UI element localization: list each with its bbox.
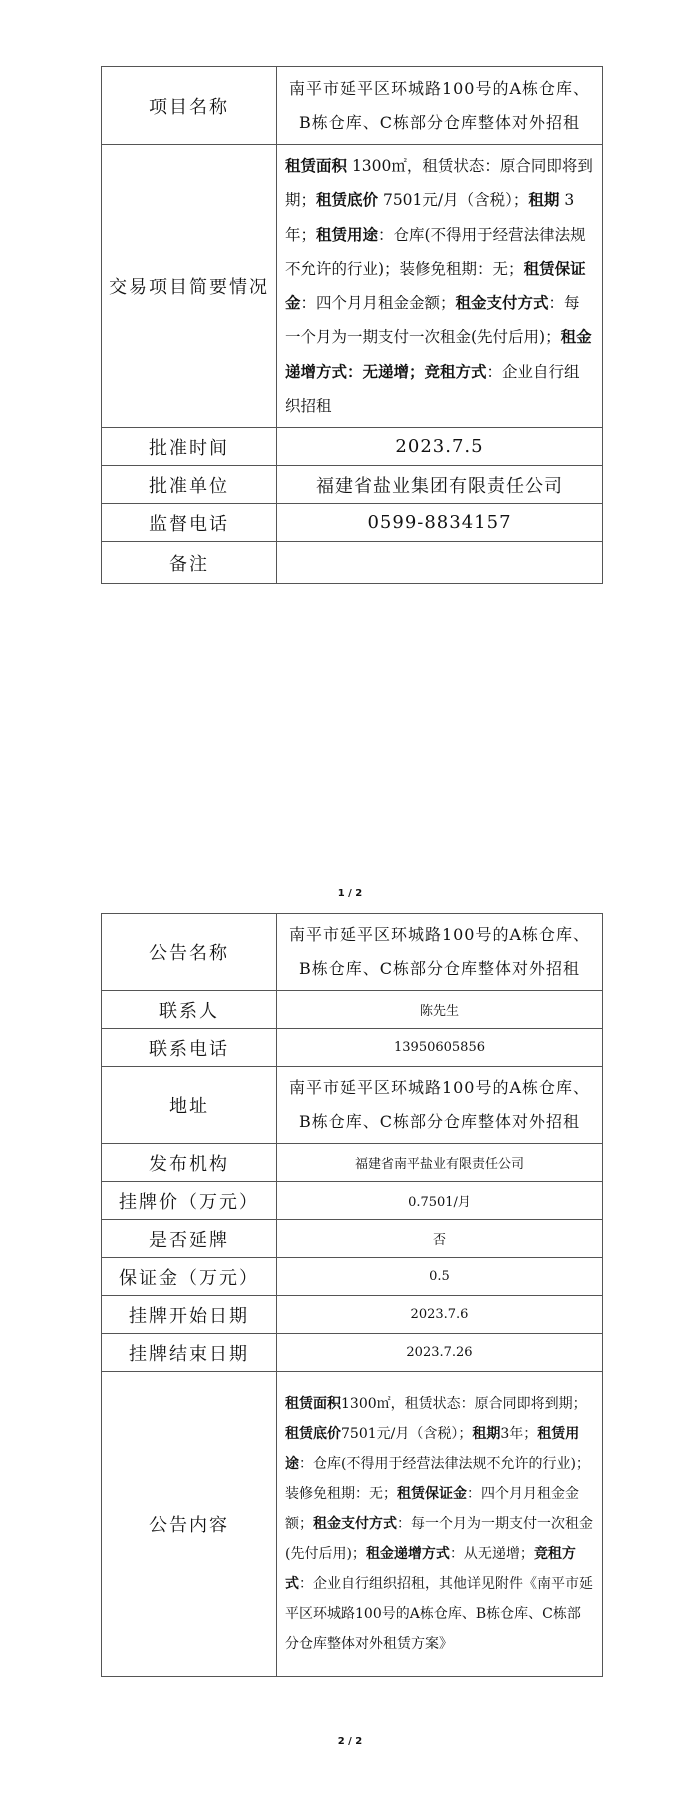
address-value: 南平市延平区环城路100号的A栋仓库、B栋仓库、C栋部分仓库整体对外招租 — [277, 1067, 603, 1144]
contact-phone-value: 13950605856 — [277, 1029, 603, 1067]
content-term: 租赁用途 — [285, 1426, 580, 1472]
contact-label: 联系人 — [102, 991, 277, 1029]
summary-text: 7501元/月（含税）； — [378, 191, 529, 210]
project-info-table — [101, 66, 603, 584]
address-label: 地址 — [102, 1067, 277, 1144]
project-name-label: 项目名称 — [102, 67, 277, 145]
table-row — [102, 1144, 603, 1182]
page-number: 2 / 2 — [337, 1736, 363, 1747]
summary-label: 交易项目简要情况 — [102, 145, 277, 428]
table-row — [102, 1258, 603, 1296]
summary-text: 1300㎡，租赁状态：原合同即将到期； — [285, 157, 593, 210]
summary-term: 租赁面积 — [285, 156, 348, 175]
summary-term: 租金递增方式：无递增；竞租方式 — [285, 327, 592, 381]
contact-value: 陈先生 — [277, 991, 603, 1029]
table-row — [102, 914, 603, 991]
summary-term: 租赁保证金 — [285, 258, 586, 313]
table-row — [102, 542, 603, 584]
content-term: 租赁保证金 — [397, 1486, 467, 1502]
table-row — [102, 1067, 603, 1144]
summary-text: ：企业自行组织招租 — [285, 362, 580, 416]
content-text: ：四个月月租金金额； — [285, 1486, 579, 1532]
content-text: 3年； — [500, 1426, 538, 1442]
project-name-value: 南平市延平区环城路100号的A栋仓库、B栋仓库、C栋部分仓库整体对外招租 — [277, 67, 603, 145]
summary-term: 租赁用途 — [316, 224, 379, 244]
end-date-value: 2023.7.26 — [277, 1334, 603, 1372]
summary-term: 租期 — [528, 190, 560, 210]
content-label: 公告内容 — [102, 1372, 277, 1677]
content-text: 7501元/月（含税）； — [341, 1426, 473, 1442]
listing-price-label: 挂牌价（万元） — [102, 1182, 277, 1220]
approval-time-value: 2023.7.5 — [277, 428, 603, 466]
content-text: ：企业自行组织招租，其他详见附件《南平市延平区环城路100号的A栋仓库、B栋仓库、C栋部分仓库整体对外租赁方案》 — [285, 1576, 593, 1652]
table-row — [102, 1296, 603, 1334]
publisher-value: 福建省南平盐业有限责任公司 — [277, 1144, 603, 1182]
summary-text: ：每一个月为一期支付一次租金(先付后用)； — [285, 294, 580, 347]
contact-phone-label: 联系电话 — [102, 1029, 277, 1067]
table-row — [102, 466, 603, 504]
table-row — [102, 1334, 603, 1372]
content-term: 租赁面积 — [285, 1396, 341, 1412]
publisher-label: 发布机构 — [102, 1144, 277, 1182]
table-row — [102, 504, 603, 542]
summary-text: ：仓库(不得用于经营法律法规不允许的行业)；装修免租期：无； — [285, 225, 586, 278]
start-date-value: 2023.7.6 — [277, 1296, 603, 1334]
summary-text: ：四个月月租金金额； — [300, 294, 456, 313]
listing-price-value: 0.7501/月 — [277, 1182, 603, 1220]
content-term: 租金支付方式 — [313, 1516, 397, 1532]
approval-unit-value: 福建省盐业集团有限责任公司 — [277, 466, 603, 504]
supervision-phone-value: 0599-8834157 — [277, 504, 603, 542]
remarks-value — [277, 542, 603, 584]
notice-name-label: 公告名称 — [102, 914, 277, 991]
table-row — [102, 991, 603, 1029]
notice-info-table — [101, 913, 603, 1677]
table-row — [102, 1182, 603, 1220]
deposit-label: 保证金（万元） — [102, 1258, 277, 1296]
table-row — [102, 145, 603, 428]
notice-name-value: 南平市延平区环城路100号的A栋仓库、B栋仓库、C栋部分仓库整体对外招租 — [277, 914, 603, 991]
content-term: 租期 — [472, 1426, 501, 1442]
table-row — [102, 67, 603, 145]
content-value — [277, 1372, 603, 1677]
page-number: 1 / 2 — [337, 888, 363, 899]
deposit-value: 0.5 — [277, 1258, 603, 1296]
approval-unit-label: 批准单位 — [102, 466, 277, 504]
table-row — [102, 1029, 603, 1067]
summary-term: 租金支付方式 — [455, 293, 549, 313]
table-row — [102, 428, 603, 466]
content-term: 租金递增方式 — [365, 1546, 450, 1562]
summary-term: 租赁底价 — [316, 190, 379, 210]
content-text: ：从无递增； — [449, 1546, 534, 1562]
content-text: ：每一个月为一期支付一次租金(先付后用)； — [285, 1516, 593, 1562]
table-row — [102, 1372, 603, 1677]
summary-text: 3年； — [285, 191, 575, 244]
content-term: 竞租方式 — [285, 1546, 576, 1592]
extension-value: 否 — [277, 1220, 603, 1258]
summary-value — [277, 145, 603, 428]
extension-label: 是否延牌 — [102, 1220, 277, 1258]
content-text: ：仓库(不得用于经营法律法规不允许的行业)；装修免租期：无； — [285, 1456, 590, 1502]
supervision-phone-label: 监督电话 — [102, 504, 277, 542]
start-date-label: 挂牌开始日期 — [102, 1296, 277, 1334]
end-date-label: 挂牌结束日期 — [102, 1334, 277, 1372]
remarks-label: 备注 — [102, 542, 277, 584]
approval-time-label: 批准时间 — [102, 428, 277, 466]
content-text: 1300㎡，租赁状态：原合同即将到期； — [341, 1396, 587, 1412]
content-term: 租赁底价 — [285, 1426, 341, 1442]
table-row — [102, 1220, 603, 1258]
